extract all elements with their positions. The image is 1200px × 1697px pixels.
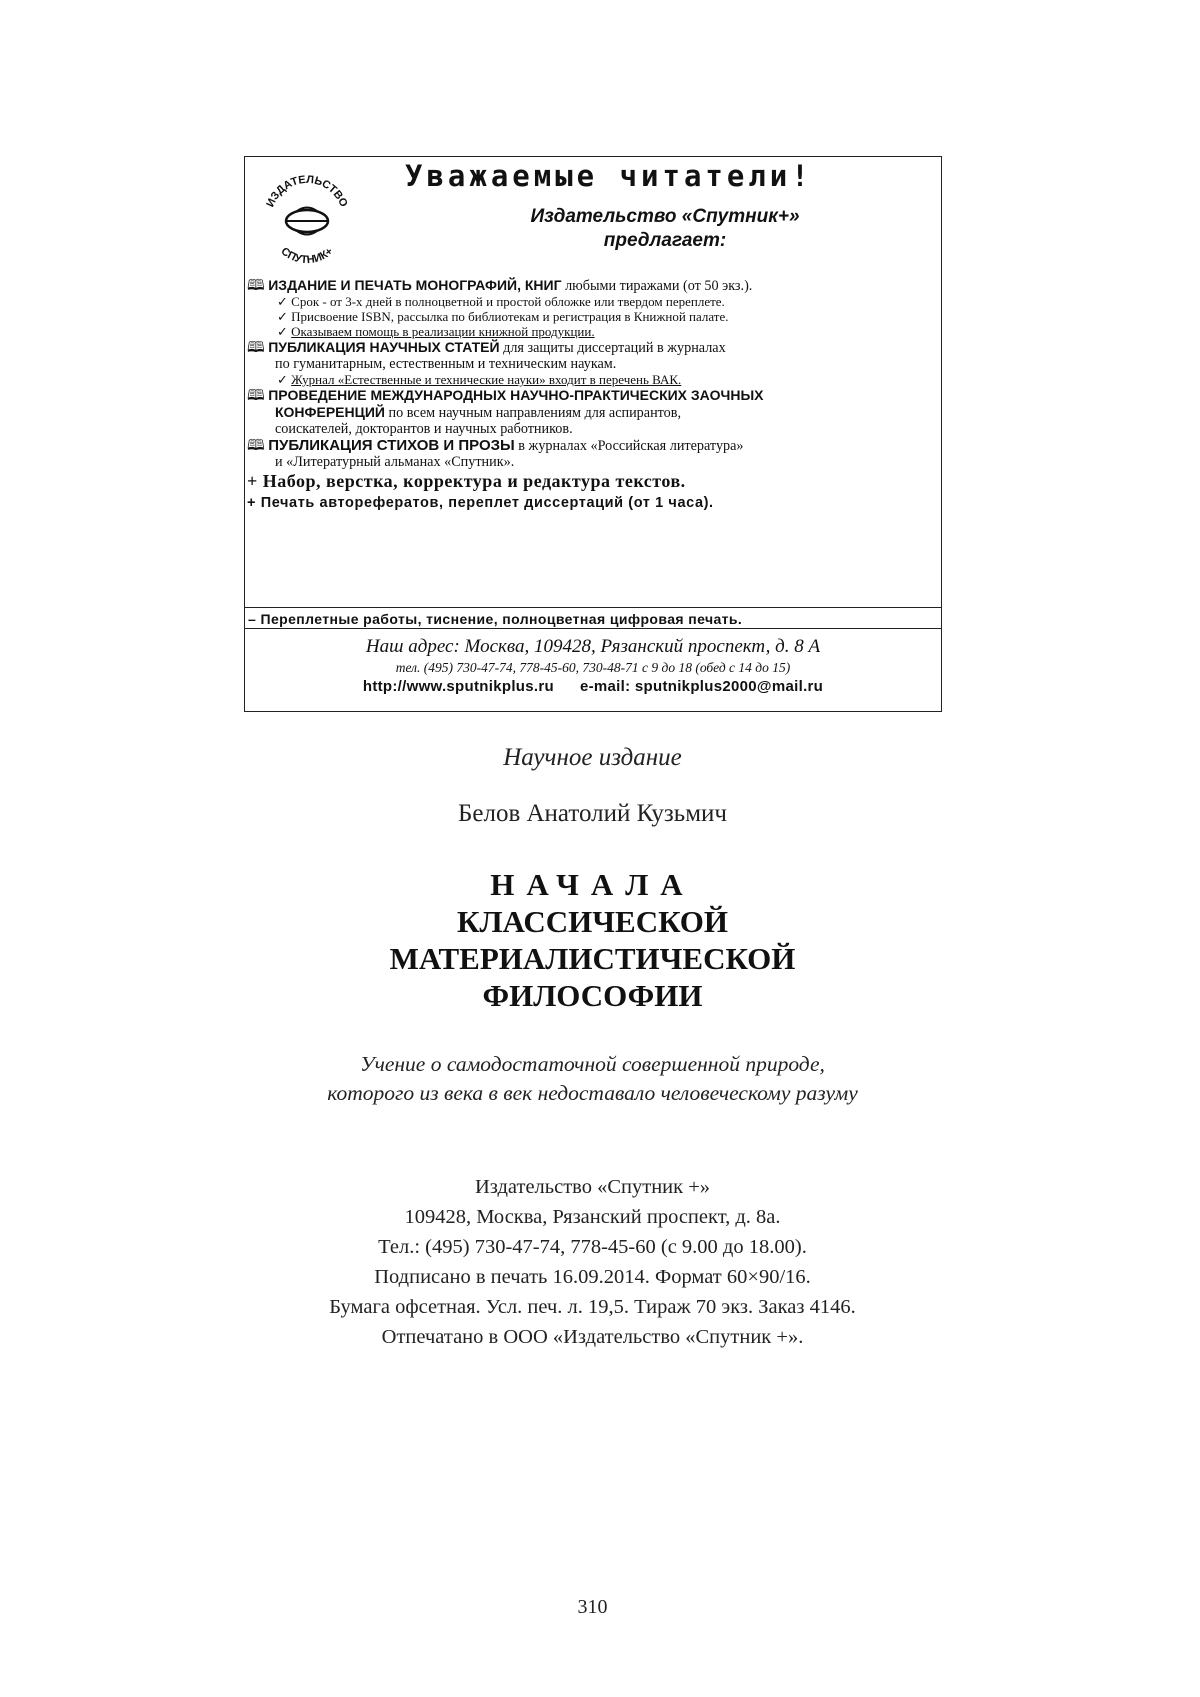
colophon-line: Отпечатано в ООО «Издательство «Спутник +». [381, 1326, 804, 1348]
binding-service: – Переплетные работы, тиснение, полноцветная цифровая печать. [245, 607, 941, 629]
ad-contacts [245, 635, 941, 697]
check-icon: ✓ [277, 309, 288, 324]
colophon-line: 109428, Москва, Рязанский проспект, д. 8а. [404, 1206, 781, 1228]
subtitle-line: которого из века в век недоставало человеческому разуму [327, 1081, 858, 1105]
svg-text:СПУТНИК+: СПУТНИК+ [278, 245, 336, 267]
sputnik-logo-icon [257, 167, 357, 267]
book-icon: 🕮 [247, 338, 265, 356]
colophon-line: Тел.: (495) 730-47-74, 778-45-60 (с 9.00 до 18.00). [378, 1236, 807, 1258]
publisher-name: Издательство «Спутник+» [530, 206, 800, 227]
book-icon: 🕮 [247, 436, 265, 454]
service-item: 🕮 ИЗДАНИЕ И ПЕЧАТЬ МОНОГРАФИЙ, КНИГ любыми тиражами (от 50 экз.). [247, 276, 753, 294]
web-contacts [245, 677, 941, 697]
page-number: 310 [577, 1596, 608, 1618]
service-item: 🕮 ПРОВЕДЕНИЕ МЕЖДУНАРОДНЫХ НАУЧНО-ПРАКТИЧЕСКИХ ЗАОЧНЫХ [247, 386, 764, 404]
website-link[interactable]: http://www.sputnikplus.ru [362, 678, 554, 695]
service-item: 🕮 ПУБЛИКАЦИЯ НАУЧНЫХ СТАТЕЙ для защиты диссертаций в журналах [247, 338, 726, 356]
subtitle-line: Учение о самодостаточной совершенной природе, [360, 1052, 825, 1076]
service-item: 🕮 ПУБЛИКАЦИЯ СТИХОВ И ПРОЗЫ в журналах «Российская литература» [247, 436, 744, 454]
advertisement-box [244, 156, 942, 712]
book-title [0, 866, 1185, 1014]
service-detail: ✓ Срок - от 3-х дней в полноцветной и простой обложке или твердом переплете. [277, 294, 725, 309]
svg-text:ИЗДАТЕЛЬСТВО: ИЗДАТЕЛЬСТВО [264, 173, 350, 209]
colophon [0, 1172, 1185, 1352]
book-icon: 🕮 [247, 276, 265, 294]
colophon-line: Подписано в печать 16.09.2014. Формат 60×90/16. [374, 1266, 811, 1288]
service-detail: ✓ Журнал «Естественные и технические науки» входит в перечень ВАК. [277, 372, 682, 387]
title-line: НАЧАЛА [490, 867, 695, 902]
service-continuation: и «Литературный альманах «Спутник». [275, 454, 515, 470]
colophon-line: Издательство «Спутник +» [474, 1176, 711, 1198]
email-link[interactable]: e-mail: sputnikplus2000@mail.ru [579, 678, 824, 695]
colophon-line: Бумага офсетная. Усл. печ. л. 19,5. Тираж 70 экз. Заказ 4146. [329, 1296, 856, 1318]
service-detail: ✓ Присвоение ISBN, рассылка по библиотекам и регистрация в Книжной палате. [277, 309, 729, 324]
service-detail: ✓ Оказываем помощь в реализации книжной продукции. [277, 324, 595, 339]
imprint-type: Научное издание [503, 744, 682, 771]
typesetting-service: + Набор, верстка, корректура и редактура текстов. [247, 471, 686, 491]
title-line: МАТЕРИАЛИСТИЧЕСКОЙ [389, 941, 796, 976]
service-continuation: соискателей, докторантов и научных работников. [275, 421, 573, 437]
title-line: КЛАССИЧЕСКОЙ [456, 904, 729, 939]
ad-greeting: Уважаемые читатели! [405, 159, 813, 193]
service-continuation: КОНФЕРЕНЦИЙ по всем научным направлениям для аспирантов, [275, 404, 682, 421]
author: Белов Анатолий Кузьмич [458, 800, 727, 827]
check-icon: ✓ [277, 324, 288, 339]
publisher-offers: предлагает: [603, 230, 727, 251]
address: Наш адрес: Москва, 109428, Рязанский проспект, д. 8 А [365, 636, 821, 657]
printing-service: + Печать авторефератов, переплет диссертаций (от 1 часа). [247, 495, 714, 511]
book-subtitle [0, 1050, 1185, 1108]
title-line: ФИЛОСОФИИ [482, 978, 703, 1013]
check-icon: ✓ [277, 372, 288, 387]
ad-publisher-offer [385, 205, 945, 253]
service-continuation: по гуманитарным, естественным и техническим наукам. [275, 356, 617, 372]
phones: тел. (495) 730-47-74, 778-45-60, 730-48-71 с 9 до 18 (обед с 14 до 15) [395, 660, 791, 675]
book-icon: 🕮 [247, 386, 265, 404]
services-list [247, 277, 939, 514]
ad-header [245, 157, 941, 275]
check-icon: ✓ [277, 294, 288, 309]
